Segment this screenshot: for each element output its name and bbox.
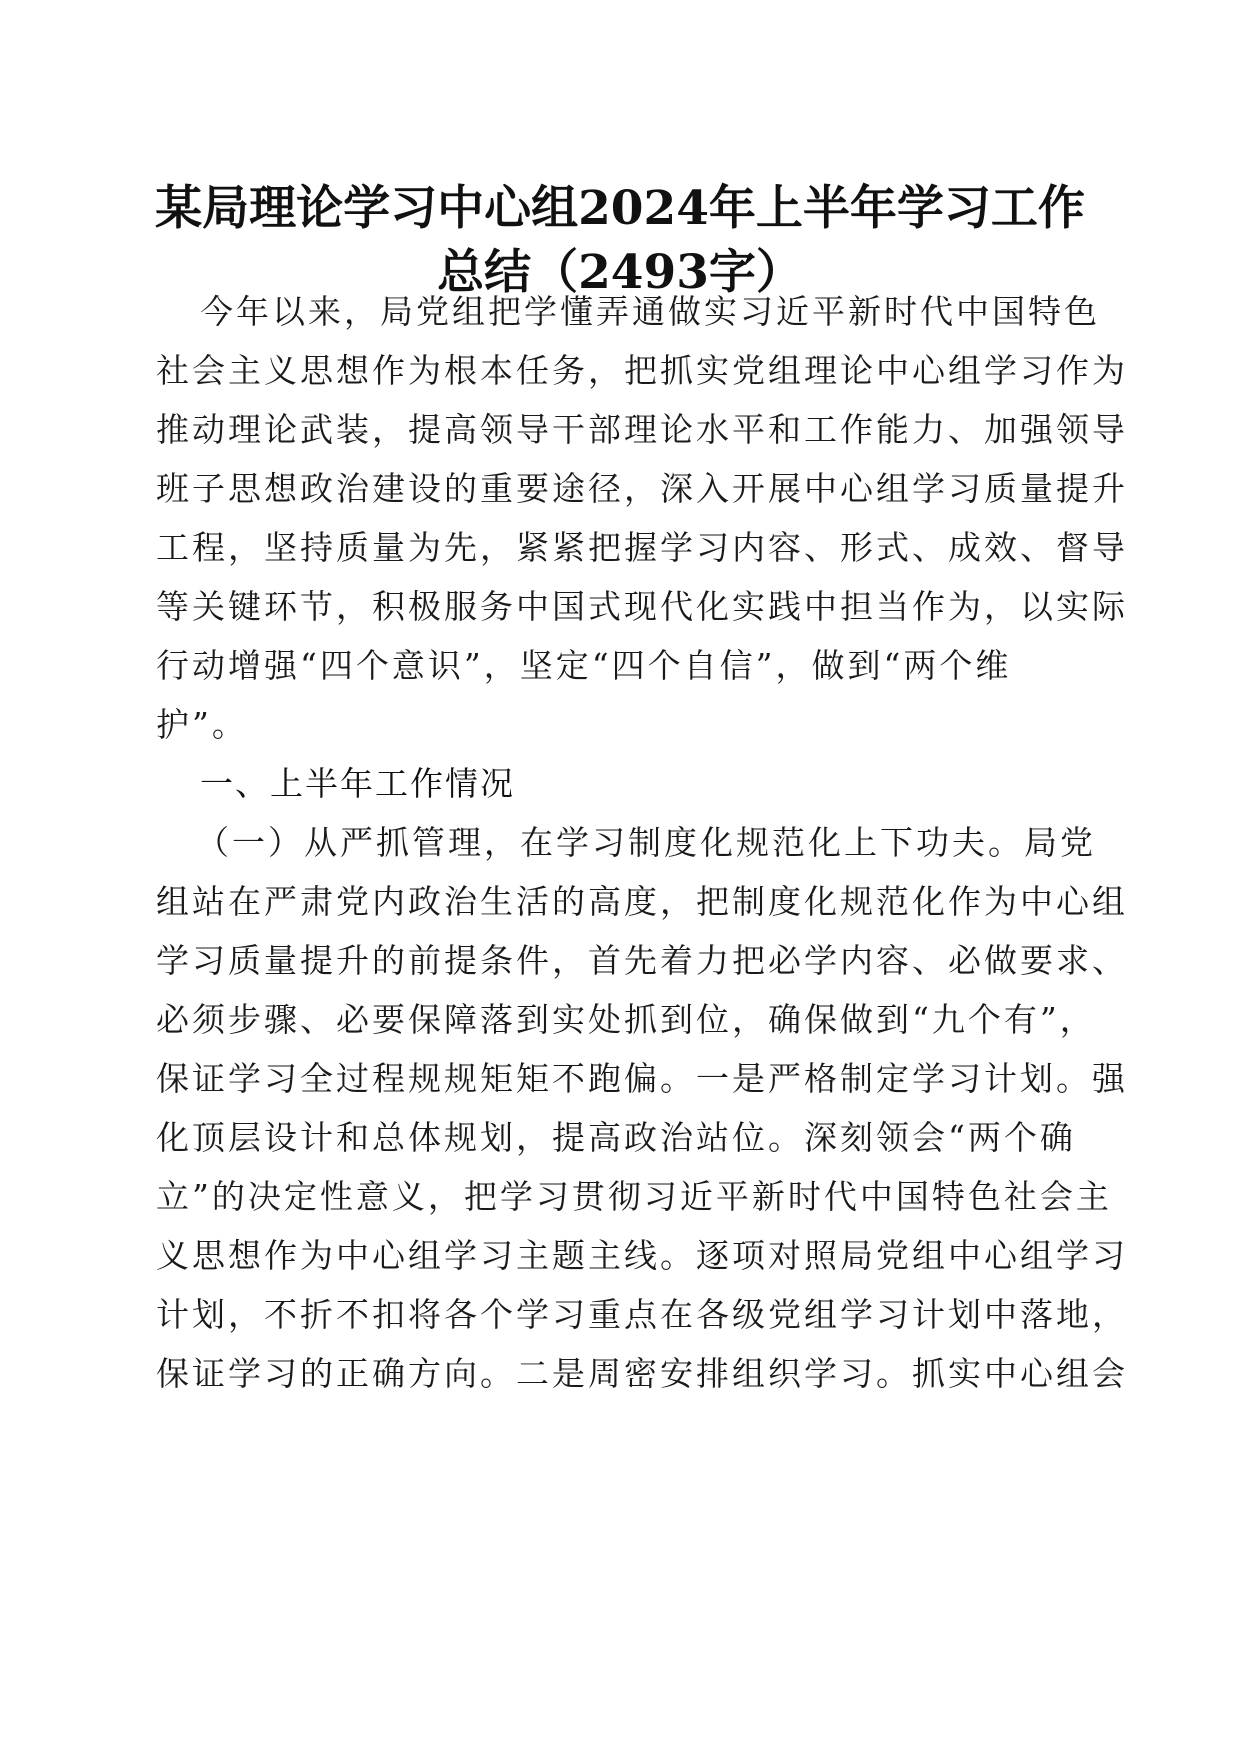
intro-line: 行动增强“四个意识”，坚定“四个自信”，做到“两个维 xyxy=(156,646,1012,685)
section-line: 义思想作为中心组学习主题主线。逐项对照局党组中心组学习 xyxy=(156,1236,1128,1275)
section-line: 保证学习全过程规规矩矩不跑偏。一是严格制定学习计划。强 xyxy=(156,1059,1128,1098)
document-title-line-1: 某局理论学习中心组2024年上半年学习工作 xyxy=(155,181,1085,236)
section-line: 保证学习的正确方向。二是周密安排组织学习。抓实中心组会 xyxy=(156,1354,1128,1393)
section-line: 计划，不折不扣将各个学习重点在各级党组学习计划中落地， xyxy=(156,1295,1128,1334)
intro-line: 班子思想政治建设的重要途径，深入开展中心组学习质量提升 xyxy=(156,469,1128,508)
intro-line: 等关键环节，积极服务中国式现代化实践中担当作为，以实际 xyxy=(156,587,1128,626)
document-title-line-2: 总结（2493字） xyxy=(437,245,803,300)
section-line: 学习质量提升的前提条件，首先着力把必学内容、必做要求、 xyxy=(156,941,1128,980)
section-line: 必须步骤、必要保障落到实处抓到位，确保做到“九个有”， xyxy=(156,1000,1096,1039)
intro-line: 工程，坚持质量为先，紧紧把握学习内容、形式、成效、督导 xyxy=(156,528,1128,567)
section-line: （一）从严抓管理，在学习制度化规范化上下功夫。局党 xyxy=(196,823,1096,862)
intro-line: 社会主义思想作为根本任务，把抓实党组理论中心组学习作为 xyxy=(156,351,1128,390)
intro-line: 护”。 xyxy=(156,705,248,744)
intro-line: 推动理论武装，提高领导干部理论水平和工作能力、加强领导 xyxy=(156,410,1128,449)
section-line: 化顶层设计和总体规划，提高政治站位。深刻领会“两个确 xyxy=(156,1118,1076,1157)
section-heading: 一、上半年工作情况 xyxy=(200,764,515,803)
intro-line: 今年以来，局党组把学懂弄通做实习近平新时代中国特色 xyxy=(200,292,1100,331)
section-line: 立”的决定性意义，把学习贯彻习近平新时代中国特色社会主 xyxy=(156,1177,1112,1216)
section-line: 组站在严肃党内政治生活的高度，把制度化规范化作为中心组 xyxy=(156,882,1128,921)
